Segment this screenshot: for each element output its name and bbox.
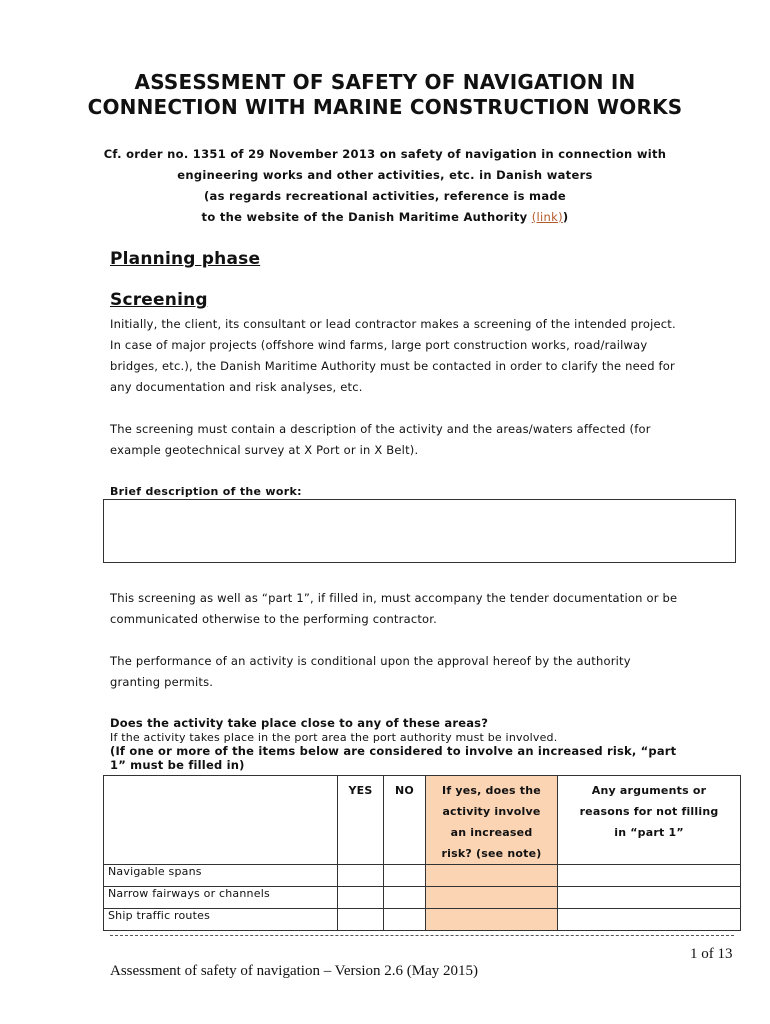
brief-description-label: Brief description of the work: xyxy=(110,485,302,498)
dma-website-link[interactable]: (link) xyxy=(531,210,563,224)
table-row xyxy=(104,865,741,887)
footer-divider xyxy=(110,935,734,936)
area-name-cell: Ship traffic routes xyxy=(104,909,338,931)
reference-line-4-close: ) xyxy=(562,210,569,224)
brief-description-field[interactable] xyxy=(103,499,736,563)
area-name-cell: Navigable spans xyxy=(104,865,338,887)
tender-paragraph xyxy=(110,588,740,630)
area-name-cell: Narrow fairways or channels xyxy=(104,887,338,909)
planning-phase-heading: Planning phase xyxy=(110,249,261,269)
arguments-header xyxy=(558,776,741,865)
header-line: activity involve xyxy=(442,805,541,818)
paragraph-line: The performance of an activity is conditional upon the approval hereof by the authority xyxy=(110,654,631,668)
no-header: NO xyxy=(384,776,426,865)
paragraph-line: communicated otherwise to the performing contractor. xyxy=(110,612,438,626)
paragraph-line: example geotechnical survey at X Port or in X Belt). xyxy=(110,443,419,457)
yes-cell[interactable] xyxy=(338,909,384,931)
header-line: in “part 1” xyxy=(614,826,684,839)
header-line: If yes, does the xyxy=(442,784,541,797)
paragraph-line: The screening must contain a description of the activity and the areas/waters affected (for xyxy=(110,422,651,436)
paragraph-line: This screening as well as “part 1”, if filled in, must accompany the tender documentation or be xyxy=(110,591,678,605)
reference-line-3: (as regards recreational activities, reference is made xyxy=(203,189,567,203)
paragraph-line: granting permits. xyxy=(110,675,214,689)
table-row xyxy=(104,909,741,931)
areas-question-instruction-1: (If one or more of the items below are considered to involve an increased risk, “part xyxy=(110,744,677,758)
reference-line-2: engineering works and other activities, etc. in Danish waters xyxy=(177,168,593,182)
no-cell[interactable] xyxy=(384,865,426,887)
arguments-cell[interactable] xyxy=(558,909,741,931)
paragraph-line: any documentation and risk analyses, etc. xyxy=(110,380,363,394)
header-line: an increased xyxy=(450,826,533,839)
paragraph-line: In case of major projects (offshore wind farms, large port construction works, road/railway xyxy=(110,338,648,352)
table-header-row xyxy=(104,776,741,865)
yes-cell[interactable] xyxy=(338,865,384,887)
areas-question-note: If the activity takes place in the port area the port authority must be involved. xyxy=(110,731,558,744)
yes-header: YES xyxy=(338,776,384,865)
reference-line-4-text: to the website of the Danish Maritime Authority xyxy=(201,210,532,224)
header-line: risk? (see note) xyxy=(441,847,542,860)
approval-paragraph xyxy=(110,651,740,693)
document-title-line-2: CONNECTION WITH MARINE CONSTRUCTION WORKS xyxy=(87,95,683,119)
screening-content-paragraph xyxy=(110,419,740,461)
increased-risk-header xyxy=(426,776,558,865)
areas-question-heading: Does the activity take place close to any of these areas? xyxy=(110,716,489,730)
table-row xyxy=(104,887,741,909)
reference-line-1: Cf. order no. 1351 of 29 November 2013 on safety of navigation in connection with xyxy=(103,147,667,161)
area-header-cell xyxy=(104,776,338,865)
reference-line-4 xyxy=(0,210,770,224)
footer-text: Assessment of safety of navigation – Version 2.6 (May 2015) xyxy=(110,963,478,979)
paragraph-line: bridges, etc.), the Danish Maritime Authority must be contacted in order to clarify the need for xyxy=(110,359,675,373)
increased-risk-cell[interactable] xyxy=(426,887,558,909)
screening-heading: Screening xyxy=(110,290,208,310)
paragraph-line: Initially, the client, its consultant or lead contractor makes a screening of the intended project. xyxy=(110,317,676,331)
areas-question-instruction-2: 1” must be filled in) xyxy=(110,758,245,772)
areas-question-block xyxy=(110,716,750,772)
areas-table xyxy=(103,775,741,931)
yes-cell[interactable] xyxy=(338,887,384,909)
page-number: 1 of 13 xyxy=(690,946,733,962)
arguments-cell[interactable] xyxy=(558,865,741,887)
increased-risk-cell[interactable] xyxy=(426,865,558,887)
header-line: reasons for not filling xyxy=(579,805,719,818)
document-title-line-1: ASSESSMENT OF SAFETY OF NAVIGATION IN xyxy=(134,70,636,94)
no-cell[interactable] xyxy=(384,909,426,931)
screening-intro-paragraph xyxy=(110,314,740,398)
increased-risk-cell[interactable] xyxy=(426,909,558,931)
no-cell[interactable] xyxy=(384,887,426,909)
arguments-cell[interactable] xyxy=(558,887,741,909)
header-line: Any arguments or xyxy=(591,784,707,797)
